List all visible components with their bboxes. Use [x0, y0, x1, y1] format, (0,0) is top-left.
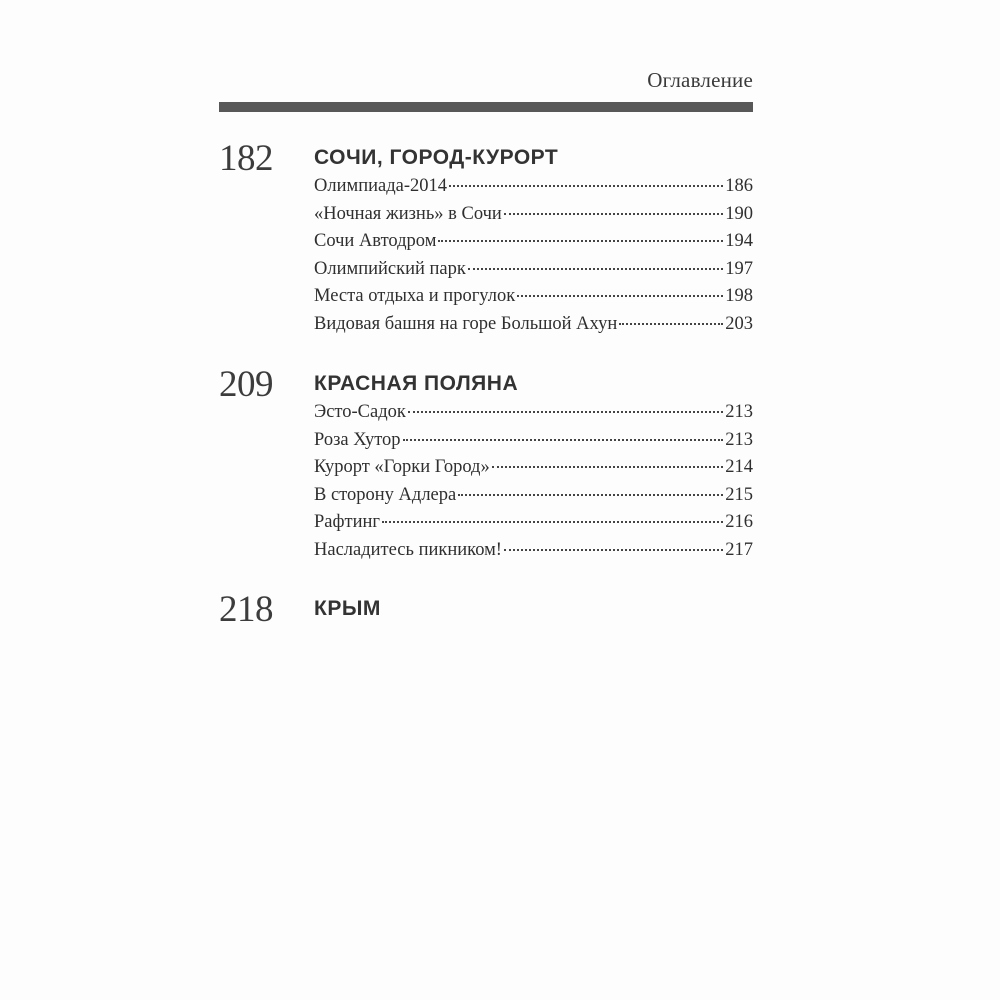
entry-label: Насладитесь пикником!: [314, 539, 502, 560]
entry-label: Курорт «Горки Город»: [314, 457, 490, 477]
entry-page-number: 186: [725, 176, 753, 196]
dot-leader: [382, 520, 723, 523]
dot-leader: [504, 548, 723, 551]
dot-leader: [403, 438, 724, 441]
section-body: [314, 596, 753, 624]
entry-page-number: 213: [725, 402, 753, 422]
toc-entry[interactable]: [314, 173, 753, 201]
toc-entry[interactable]: [314, 454, 753, 482]
toc-entry[interactable]: [314, 509, 753, 537]
entry-label: Олимпийский парк: [314, 258, 466, 279]
section-page-number: 218: [219, 589, 273, 630]
dot-leader: [619, 322, 723, 325]
entry-page-number: 214: [725, 457, 753, 477]
toc-entry[interactable]: [314, 256, 753, 284]
entry-label: Места отдыха и прогулок: [314, 286, 516, 306]
entry-page-number: 194: [725, 231, 753, 251]
entry-page-number: 213: [725, 429, 753, 450]
entry-label: Видовая башня на горе Большой Ахун: [314, 313, 618, 334]
dot-leader: [438, 239, 723, 242]
entry-label: В сторону Адлера: [314, 484, 457, 505]
header-rule: [219, 102, 753, 112]
dot-leader: [449, 184, 723, 187]
entry-label: Эсто-Садок: [314, 402, 406, 422]
section-page-number: 209: [219, 364, 273, 405]
section-page-number: 182: [219, 138, 273, 179]
entry-page-number: 198: [725, 286, 753, 306]
toc-entry[interactable]: [314, 228, 753, 256]
section-title: КРЫМ: [314, 597, 381, 620]
section-body: [314, 145, 753, 338]
toc-entry[interactable]: [314, 399, 753, 427]
toc-entry[interactable]: [314, 311, 753, 339]
dot-leader: [517, 294, 723, 297]
entry-page-number: 197: [725, 258, 753, 279]
entry-page-number: 203: [725, 313, 753, 334]
entry-label: Рафтинг: [314, 512, 380, 532]
toc-entry[interactable]: [314, 427, 753, 455]
entry-label: «Ночная жизнь» в Сочи: [314, 203, 502, 224]
dot-leader: [408, 410, 723, 413]
section-title: СОЧИ, ГОРОД-КУРОРТ: [314, 146, 559, 169]
entry-label: Олимпиада-2014: [314, 176, 447, 196]
section-body: [314, 371, 753, 564]
entry-page-number: 216: [725, 512, 753, 532]
entry-label: Роза Хутор: [314, 429, 401, 450]
section-title: КРАСНАЯ ПОЛЯНА: [314, 372, 519, 395]
dot-leader: [468, 267, 723, 270]
dot-leader: [458, 493, 723, 496]
toc-entry[interactable]: [314, 537, 753, 565]
dot-leader: [492, 465, 724, 468]
toc-entry[interactable]: [314, 482, 753, 510]
entry-page-number: 217: [725, 539, 753, 560]
running-header: Оглавление: [647, 68, 753, 92]
entry-page-number: 215: [725, 484, 753, 505]
toc-entry[interactable]: [314, 283, 753, 311]
dot-leader: [504, 212, 723, 215]
entry-label: Сочи Автодром: [314, 231, 437, 251]
toc-entry[interactable]: [314, 201, 753, 229]
entry-page-number: 190: [725, 203, 753, 224]
